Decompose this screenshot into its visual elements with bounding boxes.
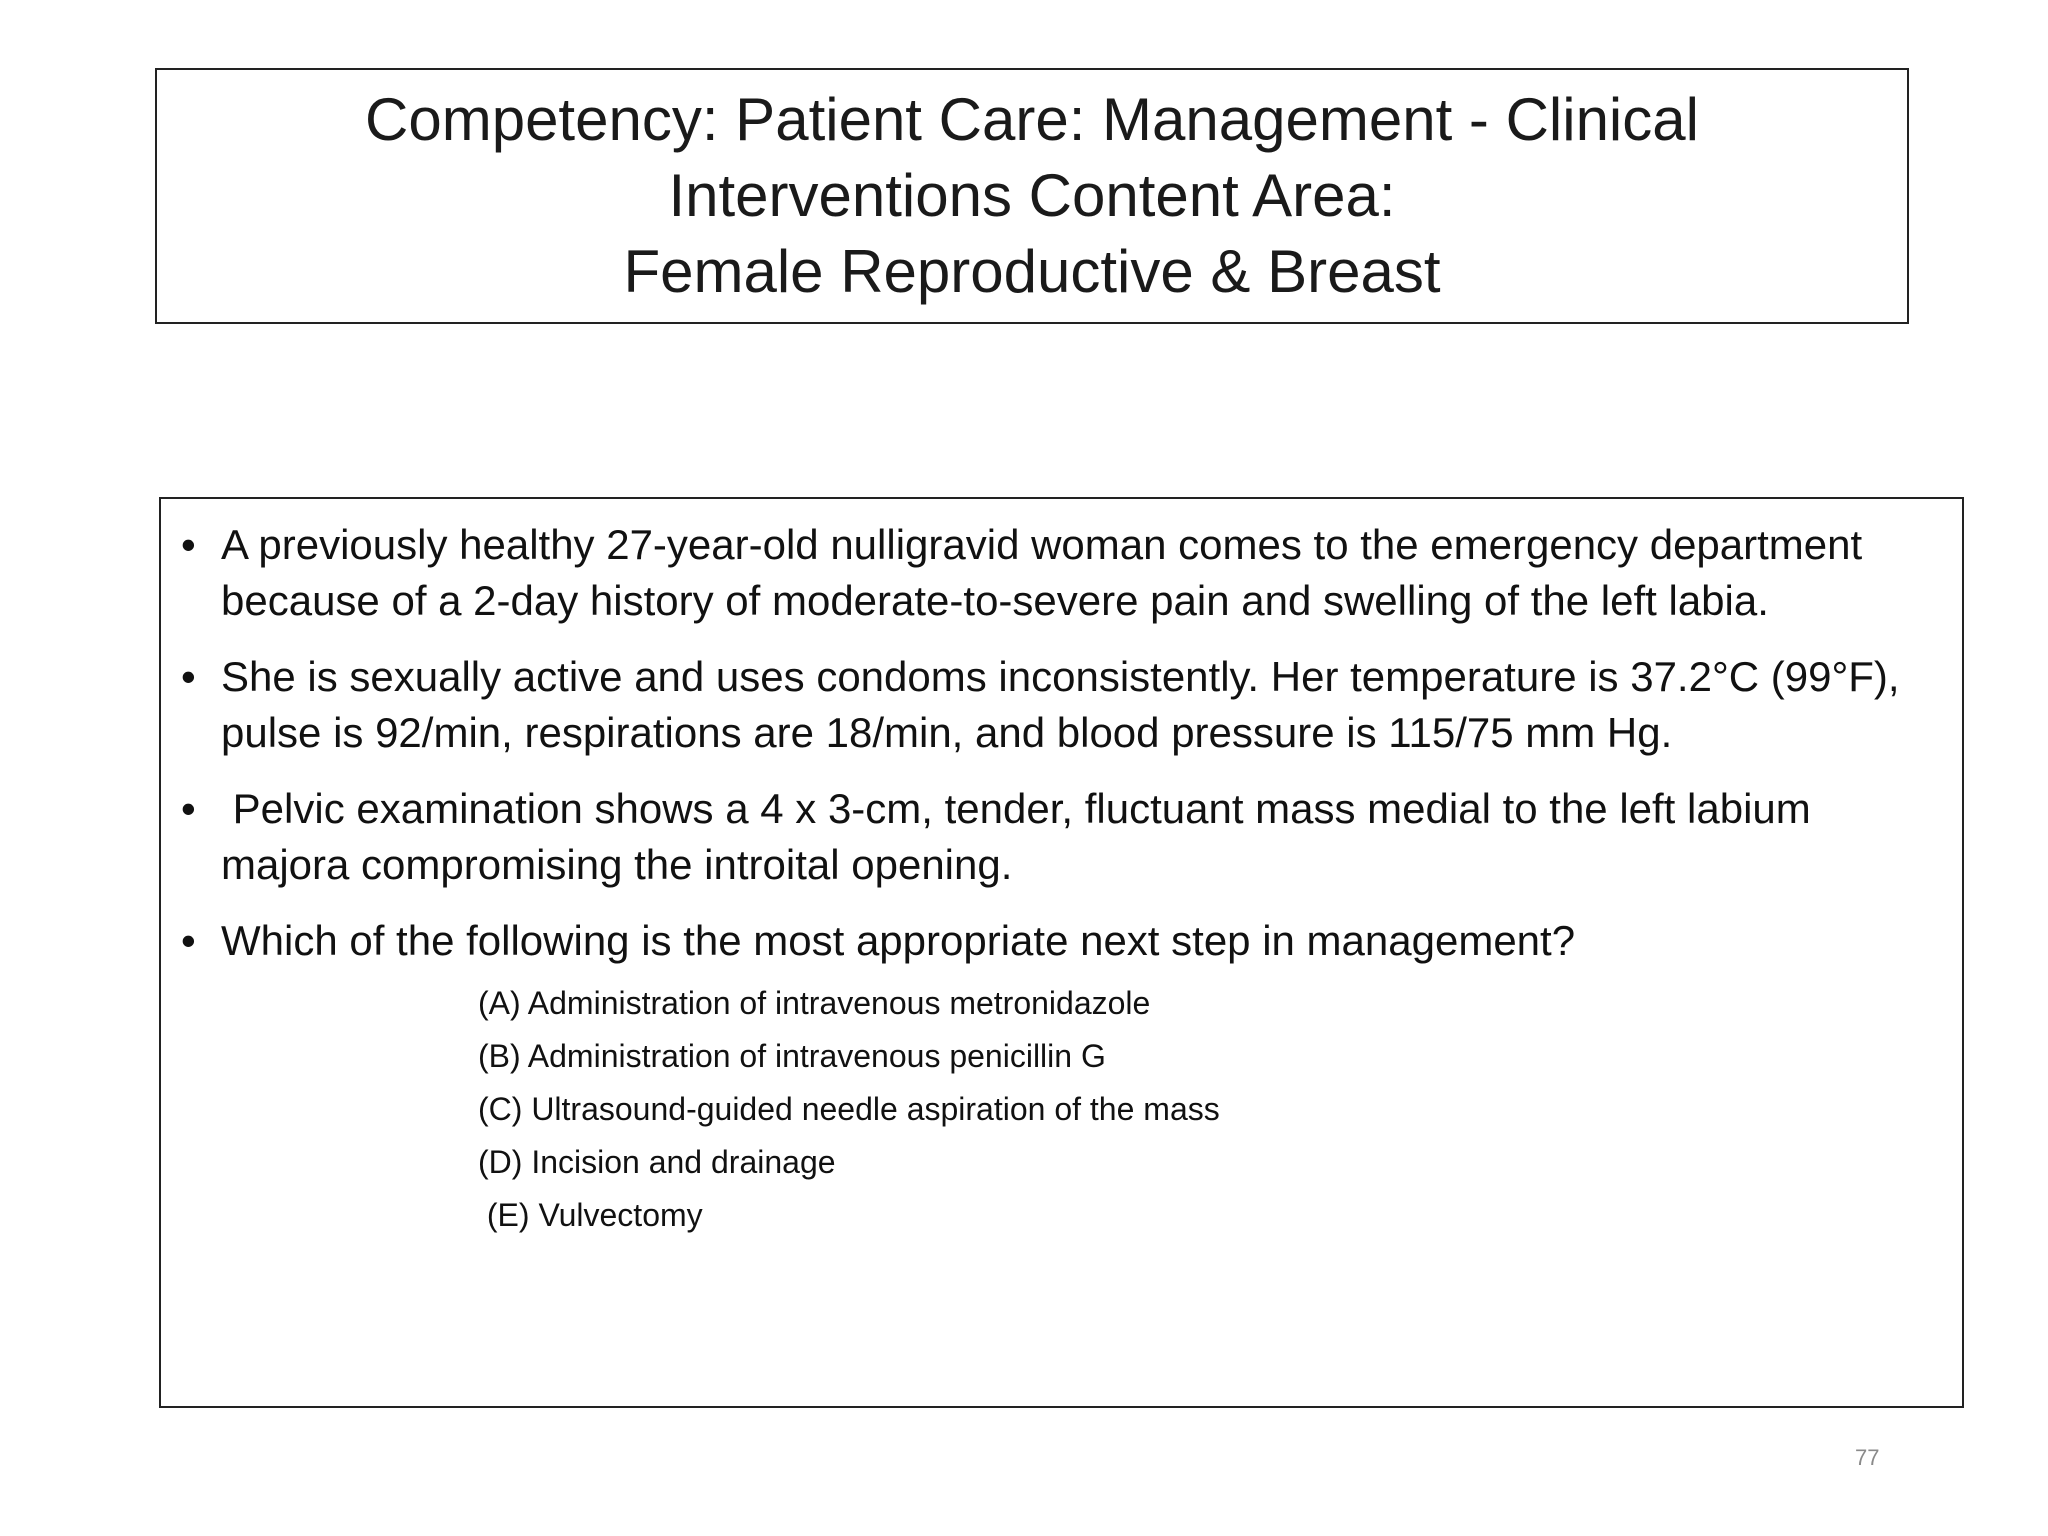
slide-title-line-3: Female Reproductive & Breast [623, 238, 1441, 305]
bullet-item-question [179, 913, 1942, 969]
question-content-box [159, 497, 1964, 1408]
slide-title-line-1: Competency: Patient Care: Management - Clinical [365, 86, 1699, 153]
bullet-item-exam [179, 781, 1942, 893]
slide-title-line-2: Interventions Content Area: [668, 162, 1396, 229]
bullet-item-history [179, 517, 1942, 629]
bullet-dot-icon: • [181, 653, 196, 700]
bullet-text: Which of the following is the most appropriate next step in management? [221, 917, 1576, 964]
page-number: 77 [1855, 1445, 1880, 1470]
slide-title-box [155, 68, 1909, 324]
bullet-dot-icon: • [181, 521, 196, 568]
bullet-text: Pelvic examination shows a 4 x 3-cm, tender, fluctuant mass medial to the left labium majora compromising the introital opening. [221, 785, 1823, 888]
answer-option-b: (B) Administration of intravenous penicillin G [478, 1038, 1106, 1074]
bullet-list [179, 517, 1942, 969]
answer-option-d: (D) Incision and drainage [478, 1144, 836, 1180]
answer-options [179, 977, 1942, 1242]
answer-option-a: (A) Administration of intravenous metronidazole [478, 985, 1151, 1021]
bullet-text: She is sexually active and uses condoms inconsistently. Her temperature is 37.2°C (99°F), pulse is 92/min, respirations are 18/min, and blood pressure is 115/75 mm Hg. [221, 653, 1900, 756]
bullet-dot-icon: • [181, 917, 196, 964]
answer-option-c: (C) Ultrasound-guided needle aspiration of the mass [478, 1091, 1220, 1127]
bullet-item-vitals [179, 649, 1942, 761]
bullet-dot-icon: • [181, 785, 196, 832]
answer-option-e: (E) Vulvectomy [478, 1197, 703, 1233]
bullet-text: A previously healthy 27-year-old nulligravid woman comes to the emergency department because of a 2-day history of moderate-to-severe pain and swelling of the left labia. [221, 521, 1863, 624]
